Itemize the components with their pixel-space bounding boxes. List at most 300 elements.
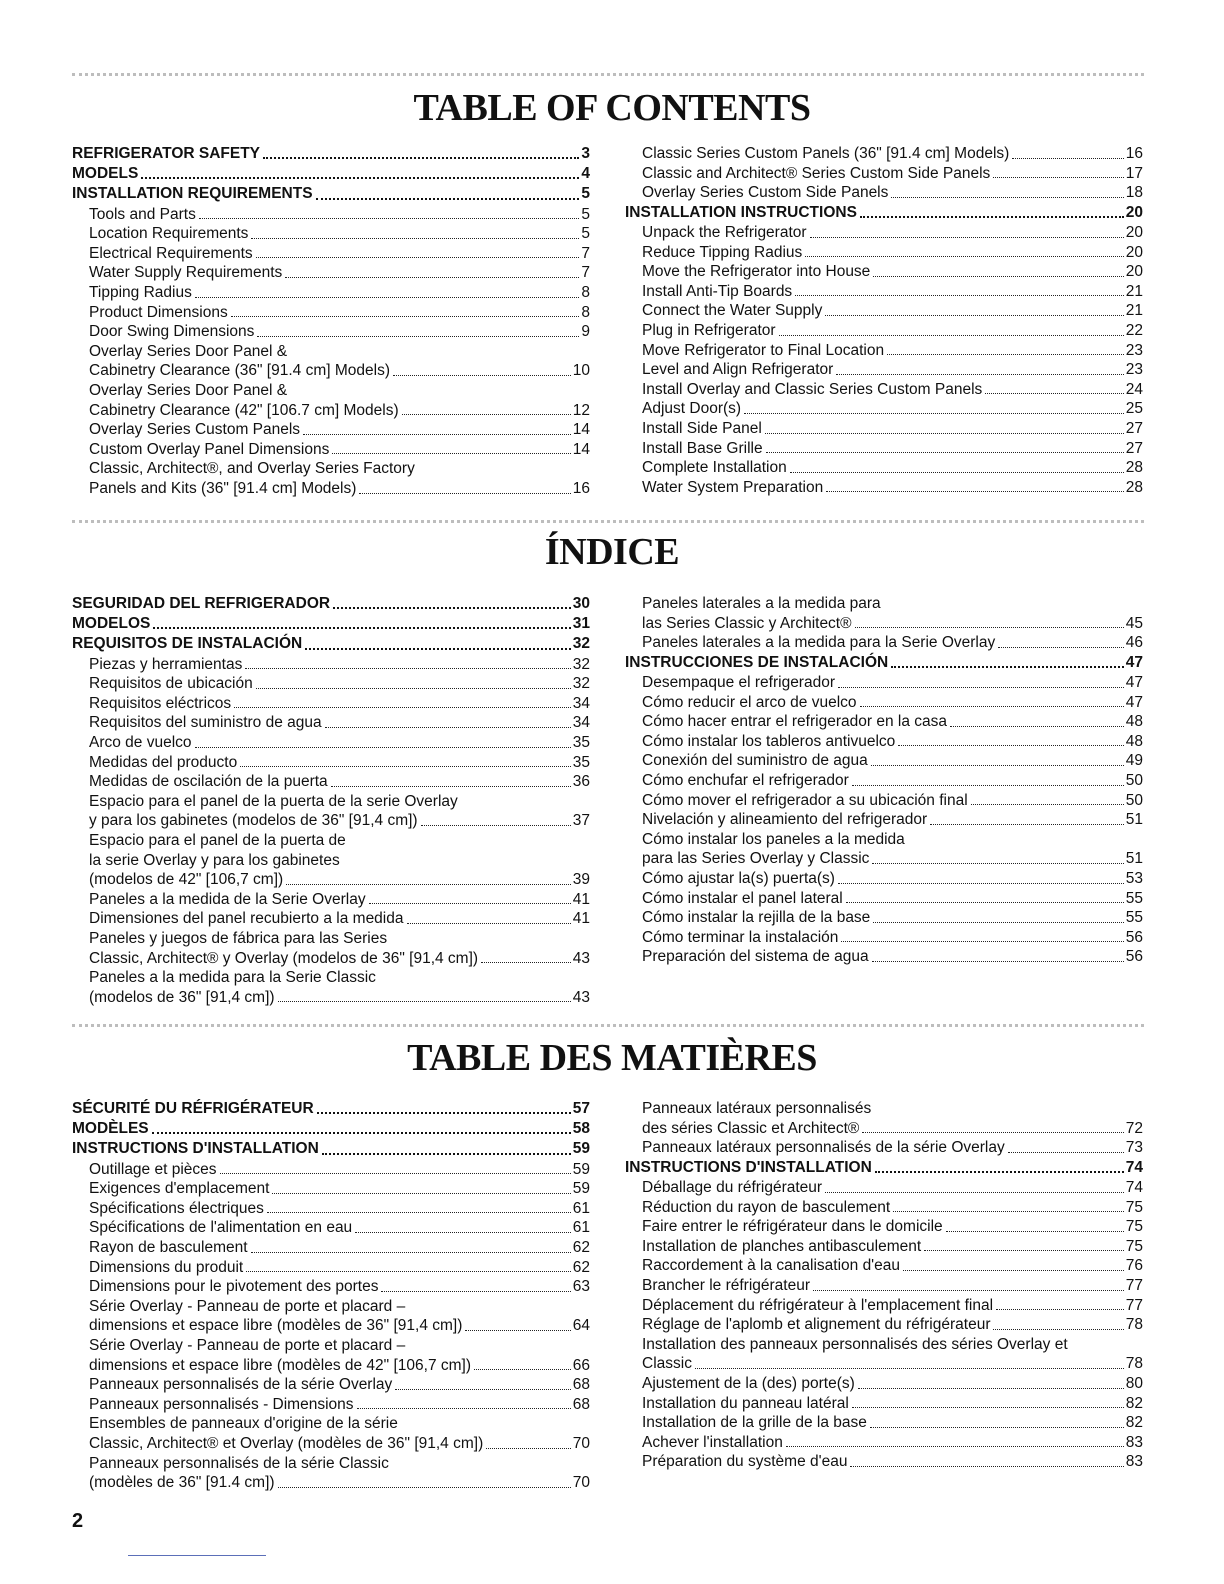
dot-leader bbox=[481, 962, 571, 963]
toc-entry[interactable] bbox=[72, 870, 590, 890]
toc-entry[interactable] bbox=[72, 322, 590, 342]
toc-entry[interactable] bbox=[72, 283, 590, 303]
toc-entry[interactable] bbox=[72, 1473, 590, 1493]
toc-entry[interactable] bbox=[72, 263, 590, 283]
toc-entry[interactable] bbox=[72, 224, 590, 244]
toc-entry-title: Move Refrigerator to Final Location bbox=[642, 341, 885, 359]
dot-leader bbox=[903, 1270, 1124, 1271]
toc-entry[interactable] bbox=[625, 164, 1143, 184]
toc-entry-title: MODÈLES bbox=[72, 1120, 149, 1138]
toc-entry-title: Requisitos del suministro de agua bbox=[89, 714, 322, 732]
dot-leader bbox=[393, 375, 571, 376]
toc-entry-title: Panneaux latéraux personnalisés de la série Overlay bbox=[642, 1139, 1005, 1157]
toc-entry-title: Product Dimensions bbox=[89, 303, 228, 321]
toc-page-number: 3 bbox=[581, 145, 590, 162]
toc-page-number: 24 bbox=[1125, 380, 1143, 398]
toc-entry-title: Unpack the Refrigerator bbox=[642, 223, 807, 241]
toc-entry-title: Connect the Water Supply bbox=[642, 302, 823, 320]
toc-entry-text-line: Série Overlay - Panneau de porte et placard – bbox=[89, 1336, 406, 1354]
toc-entry[interactable] bbox=[625, 810, 1143, 830]
toc-entry-title: Tipping Radius bbox=[89, 283, 192, 301]
toc-entry-title: Install Overlay and Classic Series Custom Panels bbox=[642, 380, 983, 398]
toc-entry-title: Réglage de l'aplomb et alignement du réfrigérateur bbox=[642, 1316, 991, 1334]
toc-page-number: 75 bbox=[1125, 1198, 1143, 1216]
toc-entry[interactable] bbox=[72, 733, 590, 753]
dot-leader bbox=[421, 825, 571, 826]
toc-entry[interactable] bbox=[72, 440, 590, 460]
toc-page-number: 25 bbox=[1125, 400, 1143, 418]
toc-entry-title: Déballage du réfrigérateur bbox=[642, 1178, 823, 1196]
toc-entry[interactable] bbox=[625, 751, 1143, 771]
toc-entry[interactable] bbox=[625, 439, 1143, 459]
toc-entry[interactable] bbox=[625, 341, 1143, 361]
toc-entry[interactable] bbox=[625, 301, 1143, 321]
toc-page-number: 57 bbox=[572, 1100, 590, 1117]
toc-entry[interactable] bbox=[625, 791, 1143, 811]
toc-entry[interactable] bbox=[625, 889, 1143, 909]
dot-leader bbox=[240, 766, 571, 767]
toc-entry-text-line: Espacio para el panel de la puerta de la serie Overlay bbox=[89, 792, 458, 810]
toc-entry[interactable] bbox=[72, 479, 590, 499]
dot-leader bbox=[871, 765, 1124, 766]
toc-heading-entry[interactable] bbox=[625, 203, 1143, 223]
toc-heading-entry[interactable] bbox=[72, 1119, 590, 1139]
toc-page-number: 21 bbox=[1125, 282, 1143, 300]
toc-page-number: 4 bbox=[581, 165, 590, 183]
toc-entry[interactable] bbox=[625, 673, 1143, 693]
toc-entry-text-line: Paneles a la medida para la Serie Classic bbox=[89, 969, 376, 987]
toc-entry-title: Cómo enchufar el refrigerador bbox=[642, 771, 849, 789]
toc-entry[interactable] bbox=[625, 693, 1143, 713]
dot-leader bbox=[272, 1193, 570, 1194]
toc-entry-text-line: Panneaux personnalisés de la série Classic bbox=[89, 1454, 389, 1472]
toc-entry[interactable] bbox=[72, 1375, 590, 1395]
toc-page-number: 68 bbox=[572, 1395, 590, 1413]
toc-entry[interactable] bbox=[625, 243, 1143, 263]
toc-entry[interactable] bbox=[625, 223, 1143, 243]
dot-leader bbox=[985, 393, 1123, 394]
dot-leader bbox=[744, 413, 1124, 414]
dot-leader bbox=[395, 1389, 570, 1390]
toc-page-number: 16 bbox=[572, 479, 590, 497]
toc-entry[interactable] bbox=[72, 1160, 590, 1180]
toc-page-number: 82 bbox=[1125, 1394, 1143, 1412]
toc-page-number: 12 bbox=[572, 401, 590, 419]
toc-entry-text-line: Série Overlay - Panneau de porte et placard – bbox=[89, 1297, 406, 1315]
toc-entry-title: Move the Refrigerator into House bbox=[642, 263, 871, 281]
toc-entry-title: Overlay Series Custom Panels bbox=[89, 421, 301, 439]
toc-entry-title: Déplacement du réfrigérateur à l'emplacement final bbox=[642, 1296, 994, 1314]
dot-leader bbox=[251, 238, 579, 239]
toc-entry-title: Cómo hacer entrar el refrigerador en la casa bbox=[642, 713, 947, 731]
toc-heading-entry[interactable] bbox=[72, 164, 590, 184]
toc-page-number: 30 bbox=[572, 595, 590, 612]
dot-leader bbox=[858, 1388, 1124, 1389]
toc-entry[interactable] bbox=[625, 399, 1143, 419]
toc-entry-title: Rayon de basculement bbox=[89, 1238, 248, 1256]
toc-page-number: 28 bbox=[1125, 459, 1143, 477]
toc-entry[interactable] bbox=[72, 420, 590, 440]
toc-entry[interactable] bbox=[625, 419, 1143, 439]
toc-entry-title: Classic bbox=[642, 1355, 692, 1373]
dot-leader bbox=[887, 354, 1124, 355]
dot-leader bbox=[993, 177, 1123, 178]
toc-page-number: 27 bbox=[1125, 419, 1143, 437]
dot-leader bbox=[836, 374, 1123, 375]
toc-entry[interactable] bbox=[72, 1179, 590, 1199]
toc-entry-text-line: Ensembles de panneaux d'origine de la série bbox=[89, 1415, 398, 1433]
toc-entry[interactable] bbox=[625, 360, 1143, 380]
toc-entry-title: Faire entrer le réfrigérateur dans le domicile bbox=[642, 1218, 943, 1236]
toc-page-number: 75 bbox=[1125, 1237, 1143, 1255]
toc-column-left bbox=[72, 144, 590, 499]
toc-entry[interactable] bbox=[72, 772, 590, 792]
toc-page-number: 55 bbox=[1125, 909, 1143, 927]
dot-leader bbox=[245, 668, 570, 669]
toc-page-number: 34 bbox=[572, 714, 590, 732]
toc-page-number: 36 bbox=[572, 773, 590, 791]
dot-leader bbox=[891, 197, 1123, 198]
dot-leader bbox=[369, 903, 571, 904]
toc-entry-text-line: Espacio para el panel de la puerta de bbox=[89, 831, 346, 849]
dot-leader bbox=[199, 218, 580, 219]
toc-heading-entry[interactable] bbox=[72, 1139, 590, 1159]
dot-leader bbox=[779, 335, 1124, 336]
toc-page-number: 41 bbox=[572, 910, 590, 928]
toc-heading-entry[interactable] bbox=[72, 614, 590, 634]
toc-entry-title: Réduction du rayon de basculement bbox=[642, 1198, 891, 1216]
toc-entry[interactable] bbox=[72, 244, 590, 264]
toc-entry-title: REQUISITOS DE INSTALACIÓN bbox=[72, 635, 303, 653]
toc-page-number: 83 bbox=[1125, 1453, 1143, 1471]
toc-page-number: 23 bbox=[1125, 341, 1143, 359]
dot-leader bbox=[325, 727, 571, 728]
toc-page-number: 49 bbox=[1125, 752, 1143, 770]
toc-entry[interactable] bbox=[625, 282, 1143, 302]
dot-leader bbox=[357, 1408, 571, 1409]
toc-page-number: 63 bbox=[572, 1278, 590, 1296]
toc-entry[interactable] bbox=[72, 811, 590, 831]
dot-leader bbox=[695, 1368, 1124, 1369]
toc-entry-title: MODELOS bbox=[72, 615, 151, 633]
toc-entry-title: Overlay Series Custom Side Panels bbox=[642, 184, 889, 202]
toc-entry-text-line: Classic, Architect®, and Overlay Series Factory bbox=[89, 460, 415, 478]
dot-leader bbox=[873, 276, 1123, 277]
toc-page-number: 20 bbox=[1125, 223, 1143, 241]
toc-entry-title: Cómo instalar el panel lateral bbox=[642, 889, 843, 907]
toc-page-number: 48 bbox=[1125, 732, 1143, 750]
toc-entry[interactable] bbox=[625, 1374, 1143, 1394]
toc-entry-title: Classic, Architect® et Overlay (modèles de 36" [91,4 cm]) bbox=[89, 1434, 484, 1452]
toc-entry[interactable] bbox=[625, 1198, 1143, 1218]
toc-entry[interactable] bbox=[625, 849, 1143, 869]
dot-leader bbox=[898, 745, 1123, 746]
toc-heading-entry[interactable] bbox=[72, 1099, 590, 1119]
toc-entry[interactable] bbox=[72, 949, 590, 969]
toc-entry-text-line: Panneaux latéraux personnalisés bbox=[642, 1100, 872, 1117]
toc-page-number: 51 bbox=[1125, 850, 1143, 868]
toc-page-number: 23 bbox=[1125, 361, 1143, 379]
dot-leader bbox=[810, 237, 1124, 238]
toc-entry-text-line: la serie Overlay y para los gabinetes bbox=[89, 851, 340, 869]
toc-entry[interactable] bbox=[625, 732, 1143, 752]
toc-entry-title: las Series Classic y Architect® bbox=[642, 614, 852, 632]
toc-entry[interactable] bbox=[625, 1178, 1143, 1198]
toc-page-number: 68 bbox=[572, 1376, 590, 1394]
toc-entry-title: dimensions et espace libre (modèles de 36" [91,4 cm]) bbox=[89, 1317, 463, 1335]
dot-leader bbox=[333, 607, 571, 609]
toc-heading-entry[interactable] bbox=[625, 653, 1143, 673]
toc-entry[interactable] bbox=[625, 771, 1143, 791]
toc-page-number: 76 bbox=[1125, 1257, 1143, 1275]
toc-entry[interactable] bbox=[72, 1316, 590, 1336]
toc-entry[interactable] bbox=[625, 1315, 1143, 1335]
toc-entry-title: INSTRUCTIONS D'INSTALLATION bbox=[72, 1140, 319, 1158]
toc-entry[interactable] bbox=[625, 712, 1143, 732]
toc-entry-title: Panels and Kits (36" [91.4 cm] Models) bbox=[89, 479, 357, 497]
toc-page-number: 75 bbox=[1125, 1218, 1143, 1236]
toc-entry-title: Cómo instalar la rejilla de la base bbox=[642, 909, 871, 927]
toc-entry-title: Tools and Parts bbox=[89, 205, 196, 223]
toc-entry[interactable] bbox=[72, 361, 590, 381]
dot-leader bbox=[841, 941, 1123, 942]
toc-entry[interactable] bbox=[72, 655, 590, 675]
toc-entry[interactable] bbox=[72, 303, 590, 323]
toc-entry[interactable] bbox=[625, 262, 1143, 282]
dot-leader bbox=[852, 785, 1124, 786]
dot-leader bbox=[256, 257, 580, 258]
toc-entry-title: Cómo instalar los tableros antivuelco bbox=[642, 732, 896, 750]
toc-entry[interactable] bbox=[625, 1452, 1143, 1472]
toc-page-number: 27 bbox=[1125, 439, 1143, 457]
toc-entry[interactable] bbox=[72, 1277, 590, 1297]
toc-entry-title: INSTRUCCIONES DE INSTALACIÓN bbox=[625, 653, 889, 671]
footer-rule bbox=[128, 1555, 266, 1556]
dot-leader bbox=[766, 452, 1124, 453]
dot-leader bbox=[332, 453, 570, 454]
dot-leader bbox=[278, 1001, 571, 1002]
dot-leader bbox=[805, 256, 1123, 257]
toc-entry[interactable] bbox=[625, 1433, 1143, 1453]
toc-entry-title: Requisitos de ubicación bbox=[89, 675, 253, 693]
toc-entry[interactable] bbox=[625, 908, 1143, 928]
toc-entry[interactable] bbox=[625, 321, 1143, 341]
toc-page-number: 32 bbox=[572, 675, 590, 693]
toc-entry[interactable] bbox=[72, 1199, 590, 1219]
toc-heading-entry[interactable] bbox=[72, 634, 590, 654]
toc-page-number: 61 bbox=[572, 1219, 590, 1237]
toc-entry-title: Desempaque el refrigerador bbox=[642, 673, 835, 691]
toc-entry-title: Spécifications de l'alimentation en eau bbox=[89, 1219, 353, 1237]
dot-leader bbox=[872, 961, 1124, 962]
toc-entry[interactable] bbox=[625, 1276, 1143, 1296]
dot-leader bbox=[152, 1132, 571, 1134]
toc-column-right bbox=[625, 594, 1143, 967]
dot-leader bbox=[924, 1250, 1124, 1251]
toc-page-number: 47 bbox=[1125, 693, 1143, 711]
toc-page-number: 80 bbox=[1125, 1374, 1143, 1392]
toc-page-number: 28 bbox=[1125, 478, 1143, 496]
toc-entry[interactable] bbox=[72, 1238, 590, 1258]
toc-page-number: 32 bbox=[572, 655, 590, 673]
toc-entry-title: Level and Align Refrigerator bbox=[642, 361, 834, 379]
toc-entry-title: Water System Preparation bbox=[642, 478, 824, 496]
toc-page-number: 51 bbox=[1125, 811, 1143, 829]
toc-entry-title: Install Base Grille bbox=[642, 439, 763, 457]
toc-entry-title: Classic and Architect® Series Custom Side Panels bbox=[642, 164, 991, 182]
dot-leader bbox=[381, 1291, 570, 1292]
toc-entry-title: Installation de planches antibasculement bbox=[642, 1237, 922, 1255]
toc-entry[interactable] bbox=[625, 1138, 1143, 1158]
toc-column-left bbox=[72, 1099, 590, 1493]
toc-column-right bbox=[625, 1099, 1143, 1472]
toc-page-number: 41 bbox=[572, 890, 590, 908]
toc-entry[interactable] bbox=[625, 478, 1143, 498]
toc-entry-title: Achever l'installation bbox=[642, 1433, 783, 1451]
toc-page-number: 17 bbox=[1125, 164, 1143, 182]
dot-leader bbox=[850, 1466, 1123, 1467]
toc-heading-entry[interactable] bbox=[72, 184, 590, 204]
toc-heading-entry[interactable] bbox=[625, 1158, 1143, 1178]
toc-column-left bbox=[72, 594, 590, 1007]
toc-page-number: 48 bbox=[1125, 713, 1143, 731]
dot-leader bbox=[317, 1112, 571, 1114]
toc-entry[interactable] bbox=[625, 1119, 1143, 1139]
toc-entry-title: Dimensiones del panel recubierto a la medida bbox=[89, 910, 404, 928]
toc-entry[interactable] bbox=[72, 1395, 590, 1415]
toc-page-number: 16 bbox=[1125, 145, 1143, 162]
toc-entry[interactable] bbox=[625, 1354, 1143, 1374]
toc-page-number: 64 bbox=[572, 1317, 590, 1335]
toc-entry[interactable] bbox=[625, 947, 1143, 967]
toc-entry-title: Cómo terminar la instalación bbox=[642, 928, 839, 946]
toc-entry-title: Custom Overlay Panel Dimensions bbox=[89, 440, 330, 458]
dot-leader bbox=[790, 472, 1124, 473]
toc-entry[interactable] bbox=[72, 1218, 590, 1238]
toc-entry[interactable] bbox=[72, 1356, 590, 1376]
toc-entry[interactable] bbox=[72, 890, 590, 910]
toc-entry[interactable] bbox=[72, 401, 590, 421]
toc-entry-title: Dimensions du produit bbox=[89, 1258, 244, 1276]
toc-page-number: 43 bbox=[572, 988, 590, 1006]
toc-entry[interactable] bbox=[625, 928, 1143, 948]
toc-entry[interactable] bbox=[72, 694, 590, 714]
toc-page-number: 56 bbox=[1125, 928, 1143, 946]
toc-page-number: 7 bbox=[581, 264, 590, 282]
toc-entry[interactable] bbox=[72, 753, 590, 773]
dot-leader bbox=[234, 707, 571, 708]
dot-leader bbox=[195, 747, 571, 748]
toc-page-number: 8 bbox=[581, 283, 590, 301]
toc-entry-text-line: Overlay Series Door Panel & bbox=[89, 342, 288, 360]
dot-leader bbox=[838, 687, 1124, 688]
toc-page-number: 59 bbox=[572, 1160, 590, 1178]
toc-entry-title: Cómo ajustar la(s) puerta(s) bbox=[642, 869, 835, 887]
toc-entry-title: (modelos de 42" [106,7 cm]) bbox=[89, 871, 284, 889]
toc-page-number: 5 bbox=[581, 205, 590, 223]
toc-entry[interactable] bbox=[625, 144, 1143, 164]
toc-page-number: 82 bbox=[1125, 1414, 1143, 1432]
toc-entry[interactable] bbox=[72, 205, 590, 225]
dot-leader bbox=[872, 863, 1123, 864]
toc-entry-title: Cómo mover el refrigerador a su ubicación final bbox=[642, 791, 968, 809]
toc-entry-title: Reduce Tipping Radius bbox=[642, 243, 803, 261]
toc-page-number: 55 bbox=[1125, 889, 1143, 907]
dot-leader bbox=[220, 1173, 571, 1174]
toc-entry-title: des séries Classic et Architect® bbox=[642, 1119, 860, 1137]
toc-entry-title: Paneles a la medida de la Serie Overlay bbox=[89, 890, 366, 908]
dot-leader bbox=[263, 157, 579, 159]
dot-leader bbox=[465, 1330, 570, 1331]
toc-entry[interactable] bbox=[625, 380, 1143, 400]
dot-leader bbox=[813, 1290, 1124, 1291]
dot-leader bbox=[825, 1192, 1124, 1193]
toc-entry[interactable] bbox=[72, 674, 590, 694]
toc-entry-title: Panneaux personnalisés de la série Overlay bbox=[89, 1376, 393, 1394]
toc-page-number: 20 bbox=[1125, 203, 1143, 221]
toc-page-number: 18 bbox=[1125, 184, 1143, 202]
dot-leader bbox=[893, 1211, 1124, 1212]
toc-entry[interactable] bbox=[625, 869, 1143, 889]
toc-entry[interactable] bbox=[72, 713, 590, 733]
toc-entry[interactable] bbox=[72, 1434, 590, 1454]
toc-entry[interactable] bbox=[72, 909, 590, 929]
dot-leader bbox=[278, 1487, 571, 1488]
dot-leader bbox=[1012, 158, 1123, 159]
toc-page-number: 5 bbox=[581, 225, 590, 243]
toc-entry[interactable] bbox=[625, 1413, 1143, 1433]
toc-entry[interactable] bbox=[625, 458, 1143, 478]
toc-page-number: 62 bbox=[572, 1258, 590, 1276]
toc-entry[interactable] bbox=[625, 1217, 1143, 1237]
toc-entry-title: Install Anti-Tip Boards bbox=[642, 282, 793, 300]
toc-entry-title: Dimensions pour le pivotement des portes bbox=[89, 1278, 379, 1296]
dot-leader bbox=[870, 1427, 1124, 1428]
toc-entry[interactable] bbox=[72, 1258, 590, 1278]
toc-entry-title: Preparación del sistema de agua bbox=[642, 948, 869, 966]
toc-entry[interactable] bbox=[625, 614, 1143, 634]
dot-leader bbox=[267, 1212, 571, 1213]
dot-leader bbox=[996, 1309, 1124, 1310]
toc-page-number: 58 bbox=[572, 1120, 590, 1138]
toc-page-number: 59 bbox=[572, 1140, 590, 1158]
toc-entry[interactable] bbox=[625, 633, 1143, 653]
dot-leader bbox=[303, 434, 571, 435]
toc-entry-title: MODELS bbox=[72, 165, 139, 183]
toc-page-number: 14 bbox=[572, 421, 590, 439]
dot-leader bbox=[765, 433, 1124, 434]
toc-entry[interactable] bbox=[625, 183, 1143, 203]
toc-entry[interactable] bbox=[625, 1296, 1143, 1316]
toc-entry[interactable] bbox=[625, 1237, 1143, 1257]
dot-leader bbox=[838, 883, 1124, 884]
toc-page-number: 21 bbox=[1125, 302, 1143, 320]
toc-entry-text-line: Paneles y juegos de fábrica para las Series bbox=[89, 929, 388, 947]
toc-entry-title: Installation de la grille de la base bbox=[642, 1414, 867, 1432]
toc-page-number: 74 bbox=[1125, 1158, 1143, 1176]
toc-entry[interactable] bbox=[625, 1394, 1143, 1414]
toc-entry-title: Paneles laterales a la medida para la Serie Overlay bbox=[642, 634, 996, 652]
toc-page-number: 22 bbox=[1125, 321, 1143, 339]
toc-entry[interactable] bbox=[625, 1256, 1143, 1276]
dot-leader bbox=[862, 1132, 1123, 1133]
toc-heading-entry[interactable] bbox=[72, 594, 590, 614]
toc-heading-entry[interactable] bbox=[72, 144, 590, 164]
dot-leader bbox=[246, 1271, 571, 1272]
dot-leader bbox=[285, 277, 579, 278]
toc-entry[interactable] bbox=[72, 988, 590, 1008]
toc-entry-title: Installation du panneau latéral bbox=[642, 1394, 849, 1412]
